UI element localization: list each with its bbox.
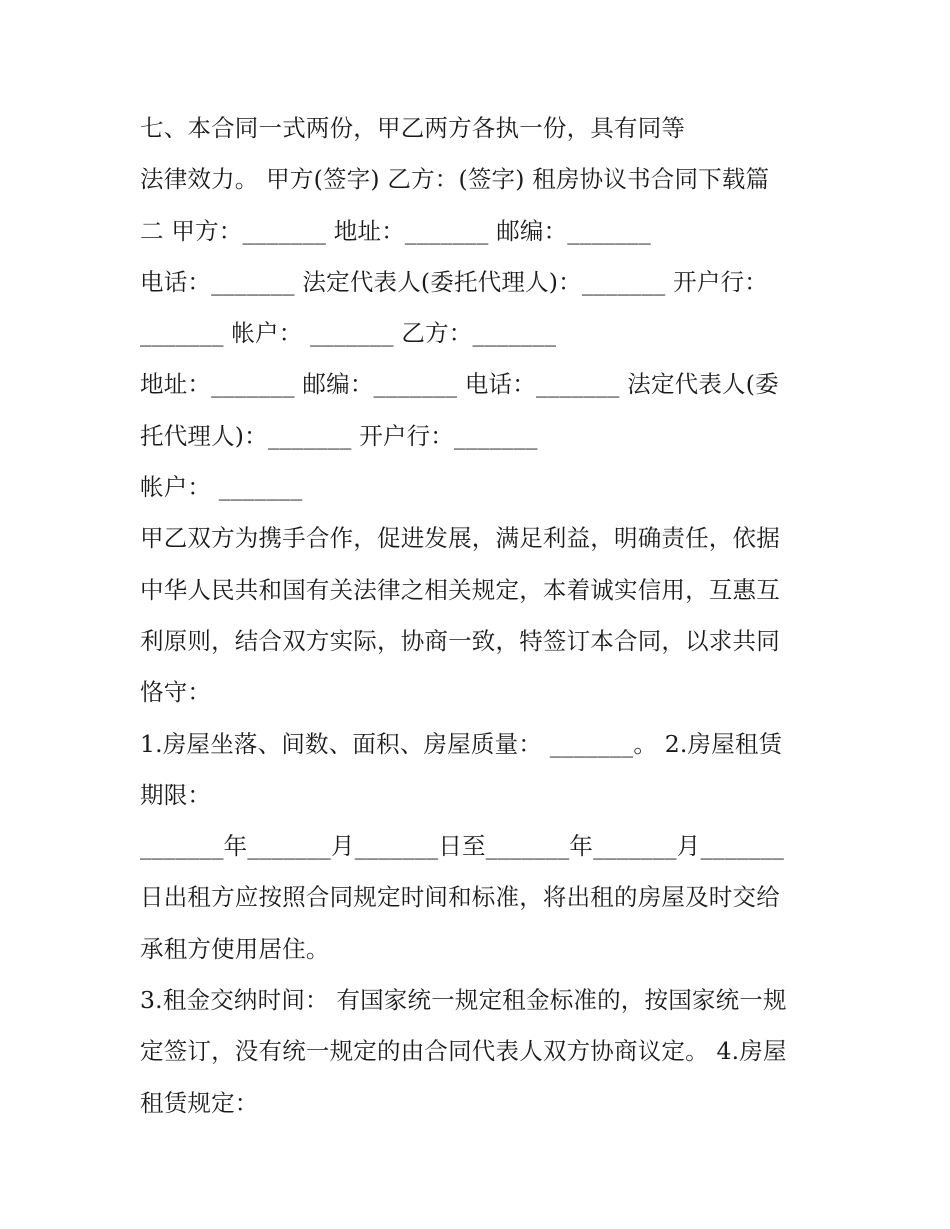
text-line: 定签订，没有统一规定的由合同代表人双方协商议定。 4.房屋	[140, 1037, 787, 1066]
text-line: _______ 帐户： _______ 乙方：_______	[140, 319, 557, 348]
text-line: 托代理人)：_______ 开户行：_______	[140, 421, 538, 450]
text-line: _______年_______月_______日至_______年_______月_______	[140, 832, 785, 861]
contract-body	[140, 103, 830, 1129]
text-line: 甲乙双方为携手合作，促进发展，满足利益，明确责任，依据	[140, 524, 780, 553]
text-line: 3.租金交纳时间： 有国家统一规定租金标准的，按国家统一规	[140, 986, 787, 1015]
text-line: 法律效力。 甲方(签字) 乙方：(签字) 租房协议书合同下载篇	[140, 165, 770, 194]
text-line: 帐户： _______	[140, 473, 303, 502]
text-line: 租赁规定：	[140, 1088, 259, 1117]
text-line: 七、本合同一式两份，甲乙两方各执一份，具有同等	[140, 114, 686, 142]
text-line: 中华人民共和国有关法律之相关规定，本着诚实信用，互惠互	[140, 575, 780, 604]
text-line: 期限：	[140, 780, 212, 809]
text-line: 地址：_______ 邮编：_______ 电话：_______ 法定代表人(委	[140, 370, 779, 399]
text-line: 恪守：	[140, 678, 212, 707]
text-line: 日出租方应按照合同规定时间和标准，将出租的房屋及时交给	[140, 883, 780, 912]
text-line: 利原则，结合双方实际，协商一致，特签订本合同，以求共同	[140, 626, 780, 655]
text-line: 承租方使用居住。	[140, 934, 330, 963]
text-line: 1.房屋坐落、间数、面积、房屋质量： _______。 2.房屋租赁	[140, 729, 783, 758]
text-line: 二 甲方：_______ 地址：_______ 邮编：_______	[140, 216, 651, 245]
text-line: 电话：_______ 法定代表人(委托代理人)：_______ 开户行：	[140, 267, 768, 296]
